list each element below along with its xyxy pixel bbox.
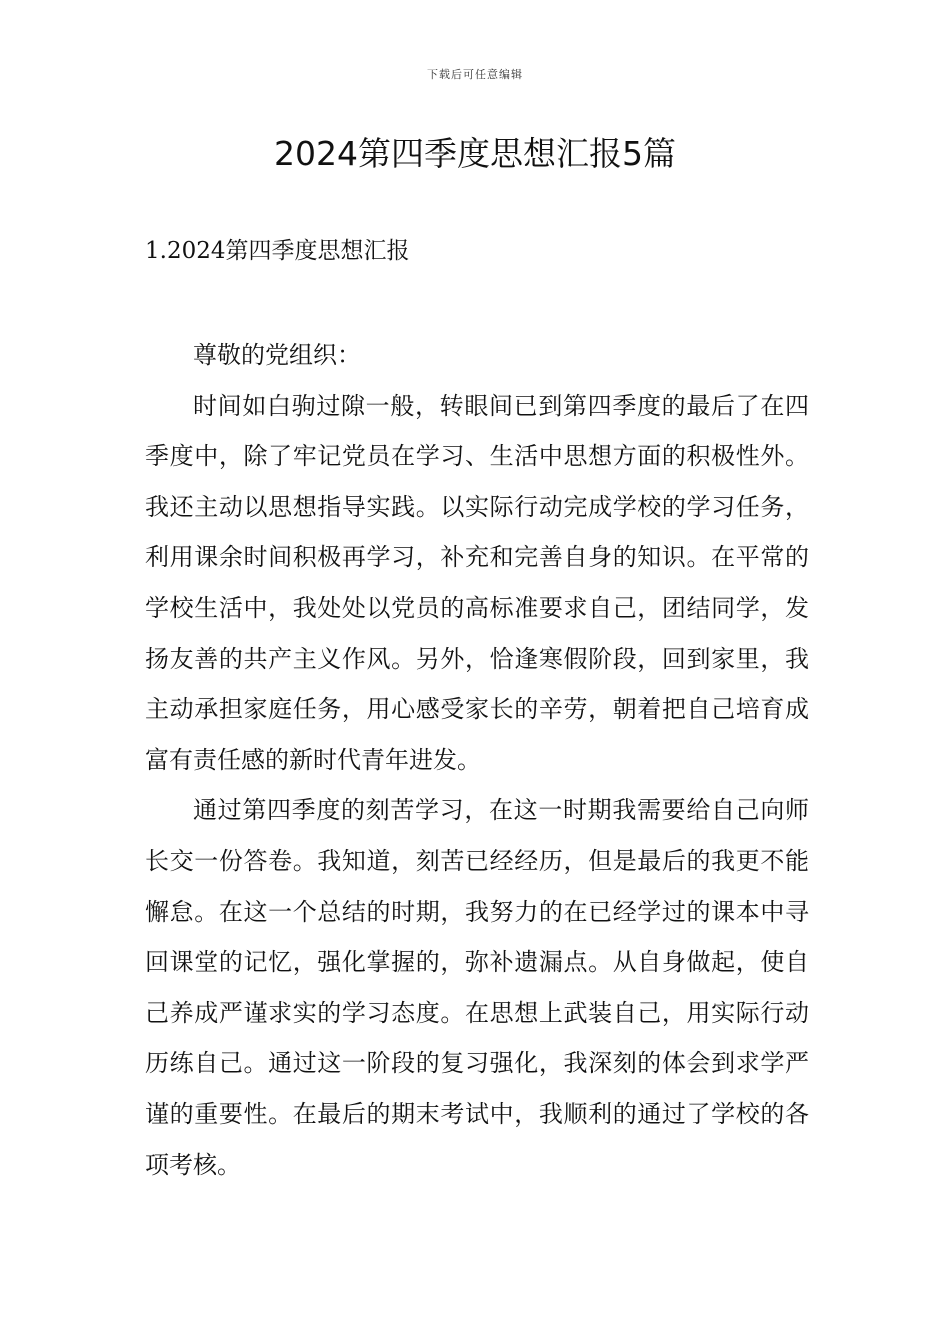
salutation: 尊敬的党组织： xyxy=(193,341,361,369)
body-paragraph-1: 时间如白驹过隙一般，转眼间已到第四季度的最后了在四季度中，除了牢记党员在学习、生活中思想方面的积极性外。我还主动以思想指导实践。以实际行动完成学校的学习任务，利用课余时间积极再学习，补充和完善自身的知识。在平常的学校生活中，我处处以党员的高标准要求自己，团结同学，发扬友善的共产主义作风。另外，恰逢寒假阶段，回到家里，我主动承担家庭任务，用心感受家长的辛劳，朝着把自己培育成富有责任感的新时代青年进发。 xyxy=(145,391,809,774)
section-heading: 1.2024第四季度思想汇报 xyxy=(145,238,410,264)
document-body xyxy=(145,330,809,1190)
body-paragraph-2: 通过第四季度的刻苦学习，在这一时期我需要给自己向师长交一份答卷。我知道，刻苦已经经历，但是最后的我更不能懈怠。在这一个总结的时期，我努力的在已经学过的课本中寻回课堂的记忆，强化掌握的，弥补遗漏点。从自身做起，使自己养成严谨求实的学习态度。在思想上武装自己，用实际行动历练自己。通过这一阶段的复习强化，我深刻的体会到求学严谨的重要性。在最后的期末考试中，我顺利的通过了学校的各项考核。 xyxy=(145,796,809,1179)
document-title: 2024第四季度思想汇报5篇 xyxy=(274,134,676,173)
header-note: 下载后可任意编辑 xyxy=(427,68,523,81)
